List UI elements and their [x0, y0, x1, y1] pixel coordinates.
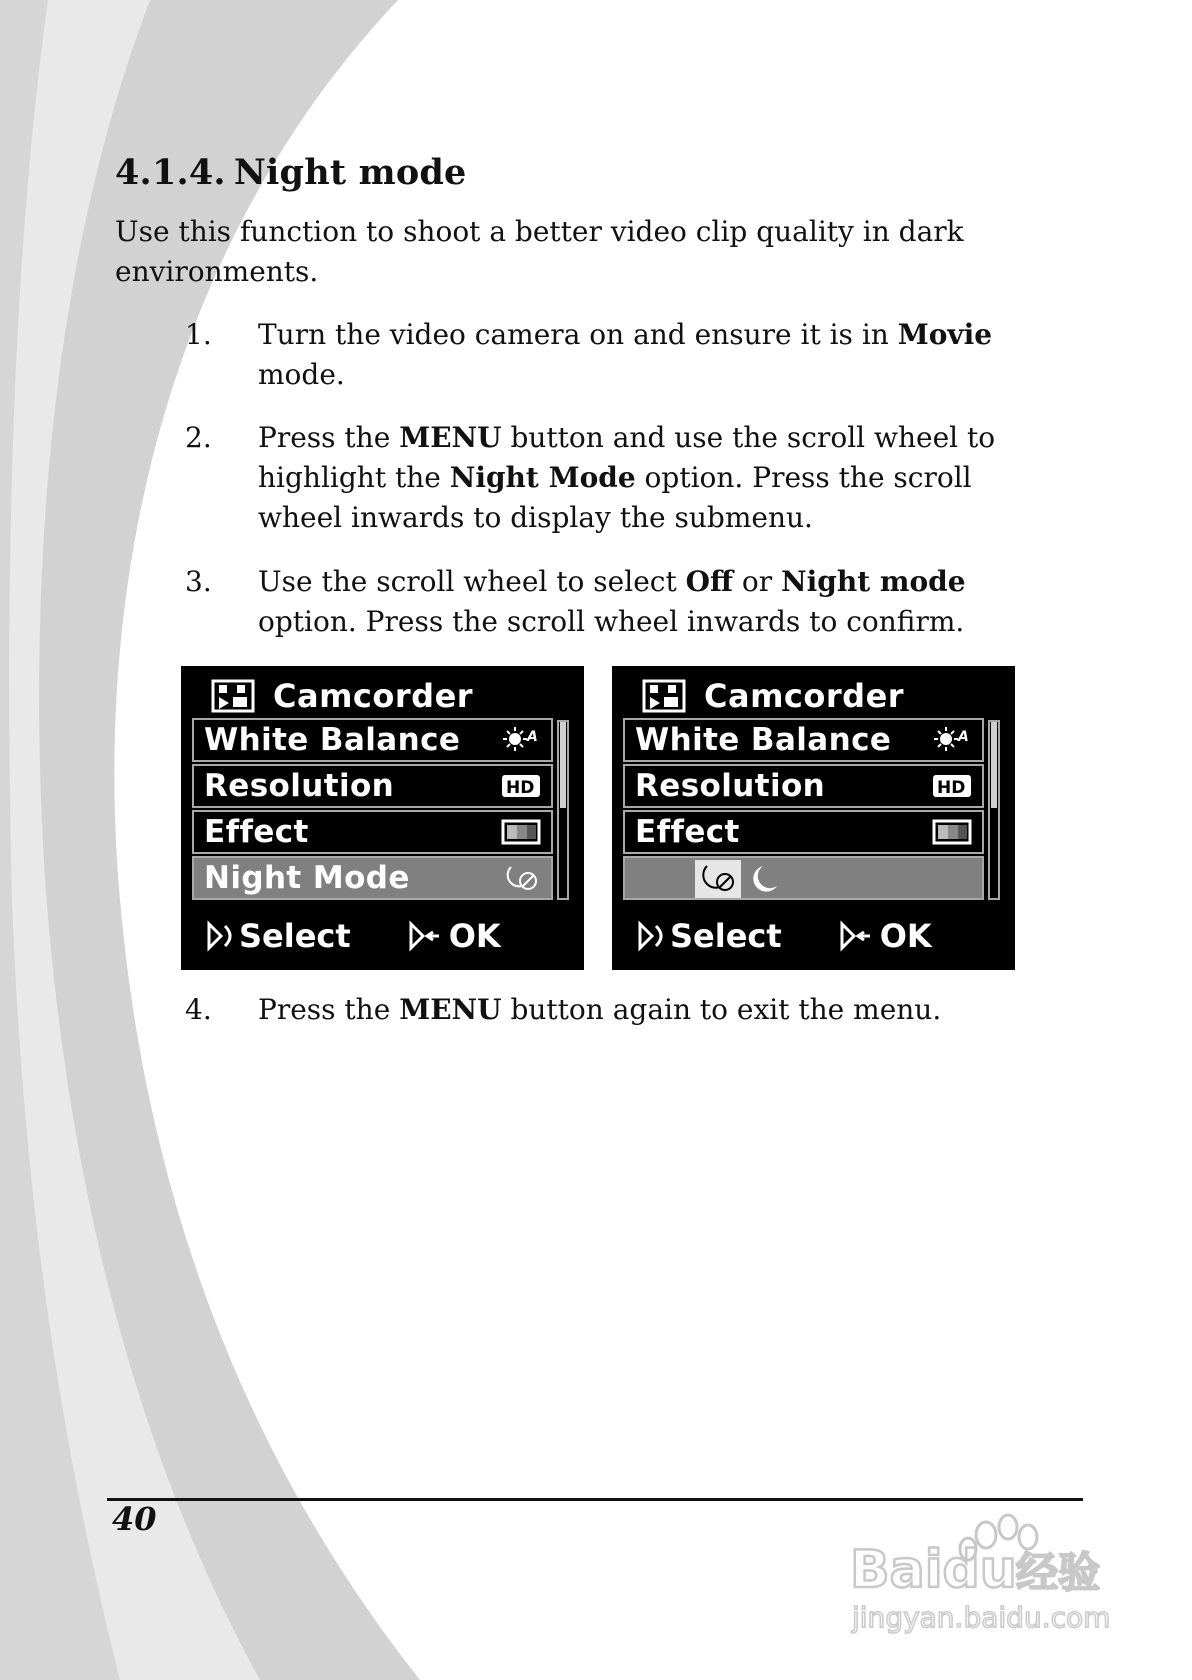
section-number: 4.1.4. [115, 152, 226, 193]
footer-ok-hint: OK [407, 917, 501, 955]
night-mode-submenu [623, 856, 984, 900]
step-number: 1. [185, 318, 212, 351]
svg-text:A: A [958, 729, 969, 745]
camcorder-icon [211, 679, 255, 713]
night-mode-off-icon [695, 860, 741, 898]
screen-footer [636, 914, 996, 958]
night-mode-moon-icon [745, 860, 785, 898]
scrollbar-thumb[interactable] [991, 722, 997, 808]
menu-scrollbar[interactable] [988, 720, 1000, 900]
step-text: Use the scroll wheel to select Off or Night mode option. Press the scroll wheel inwards to confirm. [258, 565, 966, 638]
svg-text:A: A [527, 729, 538, 745]
footer-select-hint: Select [205, 917, 351, 955]
white-balance-auto-icon [501, 725, 541, 755]
svg-text:Baidu: Baidu [850, 1540, 1017, 1600]
menu-item-white-balance[interactable]: White Balance A [192, 718, 553, 762]
footer-ok-hint: OK [838, 917, 932, 955]
footer-select-hint: Select [636, 917, 782, 955]
press-wheel-icon [838, 920, 880, 952]
svg-text:HD: HD [506, 778, 535, 798]
hd-icon [501, 771, 541, 801]
step-text: Press the MENU button and use the scroll wheel to highlight the Night Mode option. Press the scroll wheel inwards to display the submenu. [258, 421, 996, 534]
screen-title: Camcorder [704, 677, 905, 715]
screen-footer [205, 914, 565, 958]
night-mode-off-icon [501, 863, 541, 893]
menu-item-resolution[interactable]: Resolution HD [192, 764, 553, 808]
screen-title: Camcorder [273, 677, 474, 715]
camcorder-icon [642, 679, 686, 713]
step-number: 3. [185, 565, 212, 598]
submenu-option-off[interactable] [695, 860, 741, 898]
menu-item-effect[interactable]: Effect [192, 810, 553, 854]
menu-item-effect[interactable]: Effect [623, 810, 984, 854]
step-text: Press the MENU button again to exit the menu. [258, 993, 942, 1026]
section-heading [115, 152, 467, 193]
submenu-option-night-mode[interactable] [745, 860, 785, 898]
step-number: 4. [185, 993, 212, 1026]
white-balance-auto-icon [932, 725, 972, 755]
camcorder-menu-screen-left [181, 666, 584, 970]
effect-icon [932, 817, 972, 847]
page-number: 40 [112, 1500, 157, 1538]
scroll-wheel-icon [205, 920, 239, 952]
scroll-wheel-icon [636, 920, 670, 952]
menu-list [623, 718, 984, 900]
menu-item-night-mode[interactable]: Night Mode [192, 856, 553, 900]
svg-text:HD: HD [937, 778, 966, 798]
section-title: Night mode [233, 152, 467, 193]
press-wheel-icon [407, 920, 449, 952]
menu-list [192, 718, 553, 902]
intro-paragraph: Use this function to shoot a better video clip quality in dark environments. [115, 215, 964, 288]
baidu-jingyan-watermark [846, 1495, 1126, 1645]
step-number: 2. [185, 421, 212, 454]
menu-item-white-balance[interactable]: White Balance A [623, 718, 984, 762]
svg-text:经验: 经验 [1016, 1548, 1101, 1597]
step-text: Turn the video camera on and ensure it is in Movie mode. [258, 318, 993, 391]
effect-icon [501, 817, 541, 847]
camcorder-menu-screen-right [612, 666, 1015, 970]
menu-item-resolution[interactable]: Resolution HD [623, 764, 984, 808]
svg-text:jingyan.baidu.com: jingyan.baidu.com [852, 1601, 1111, 1634]
screen-title-row [642, 676, 904, 716]
menu-scrollbar[interactable] [557, 720, 569, 900]
screen-title-row [211, 676, 473, 716]
hd-icon [932, 771, 972, 801]
scrollbar-thumb[interactable] [560, 722, 566, 808]
